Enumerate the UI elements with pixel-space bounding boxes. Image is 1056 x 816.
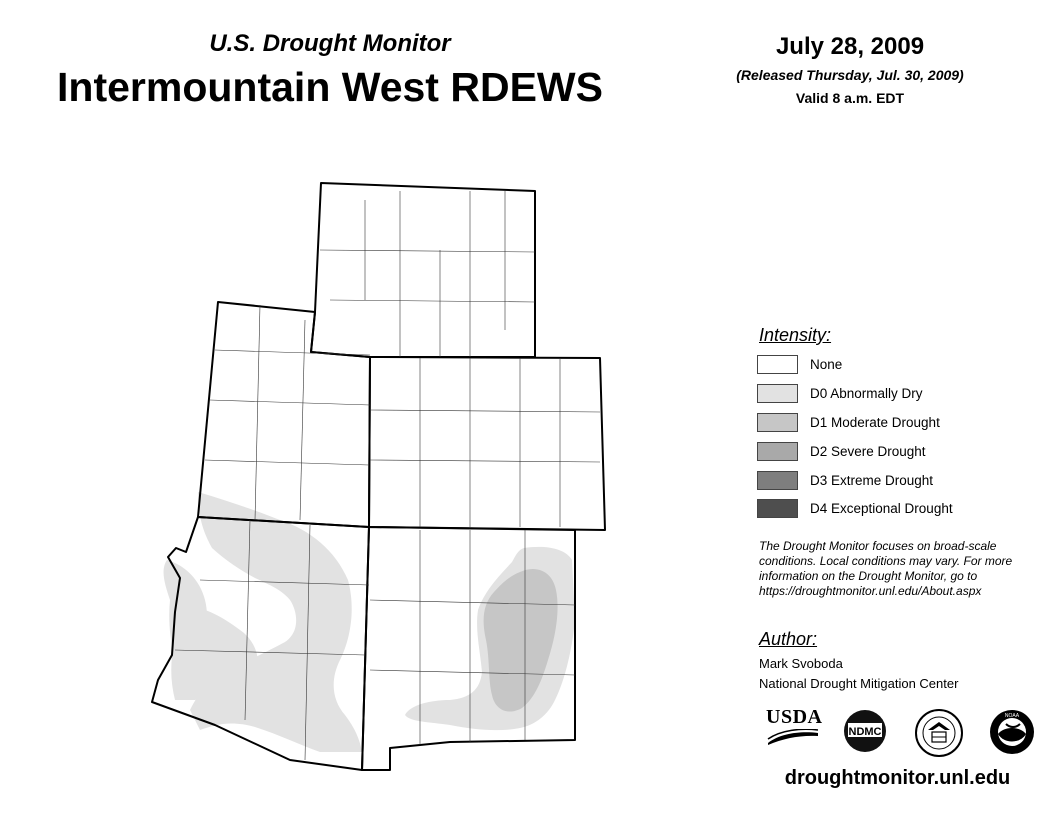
release-date: (Released Thursday, Jul. 30, 2009) [736, 67, 964, 83]
legend-swatch [757, 442, 798, 461]
legend-label: D4 Exceptional Drought [810, 501, 953, 516]
legend-title: Intensity: [759, 325, 832, 345]
utah-outline [198, 302, 370, 527]
legend-swatch [757, 499, 798, 518]
noaa-logo [988, 708, 1036, 756]
author-organization: National Drought Mitigation Center [759, 676, 959, 691]
legend-swatch [757, 413, 798, 432]
legend-swatch [757, 471, 798, 490]
map-subtitle: U.S. Drought Monitor [209, 30, 451, 57]
wyoming-outline [311, 183, 535, 357]
legend-label: D3 Extreme Drought [810, 473, 934, 488]
colorado-outline [369, 357, 605, 530]
website-link[interactable]: droughtmonitor.unl.edu [784, 767, 1011, 789]
usda-logo-text: USDA [766, 706, 823, 728]
usda-swoosh-icon [766, 729, 820, 745]
legend-label: None [810, 357, 843, 372]
legend-label: D1 Moderate Drought [810, 415, 940, 430]
legend-label: D2 Severe Drought [810, 444, 926, 459]
ndmc-logo [842, 708, 888, 754]
map-title: Intermountain West RDEWS [57, 64, 603, 110]
author-name: Mark Svoboda [759, 656, 843, 671]
usda-logo [766, 706, 822, 750]
legend-swatch [757, 384, 798, 403]
author-heading: Author: [759, 629, 818, 649]
noaa-logo-text: NOAA [1004, 713, 1020, 719]
drought-monitor-note: The Drought Monitor focuses on broad-scale conditions. Local conditions may vary. For more information on the Drought Monitor, go to https://droughtmonitor.unl.edu/About.aspx [759, 539, 1013, 598]
commerce-seal-icon [914, 708, 964, 758]
valid-time: Valid 8 a.m. EDT [795, 90, 905, 106]
drought-map [140, 170, 610, 780]
ndmc-logo-text: NDMC [848, 726, 882, 738]
legend-label: D0 Abnormally Dry [810, 386, 923, 401]
map-date: July 28, 2009 [775, 33, 925, 60]
legend-swatch [757, 355, 798, 374]
